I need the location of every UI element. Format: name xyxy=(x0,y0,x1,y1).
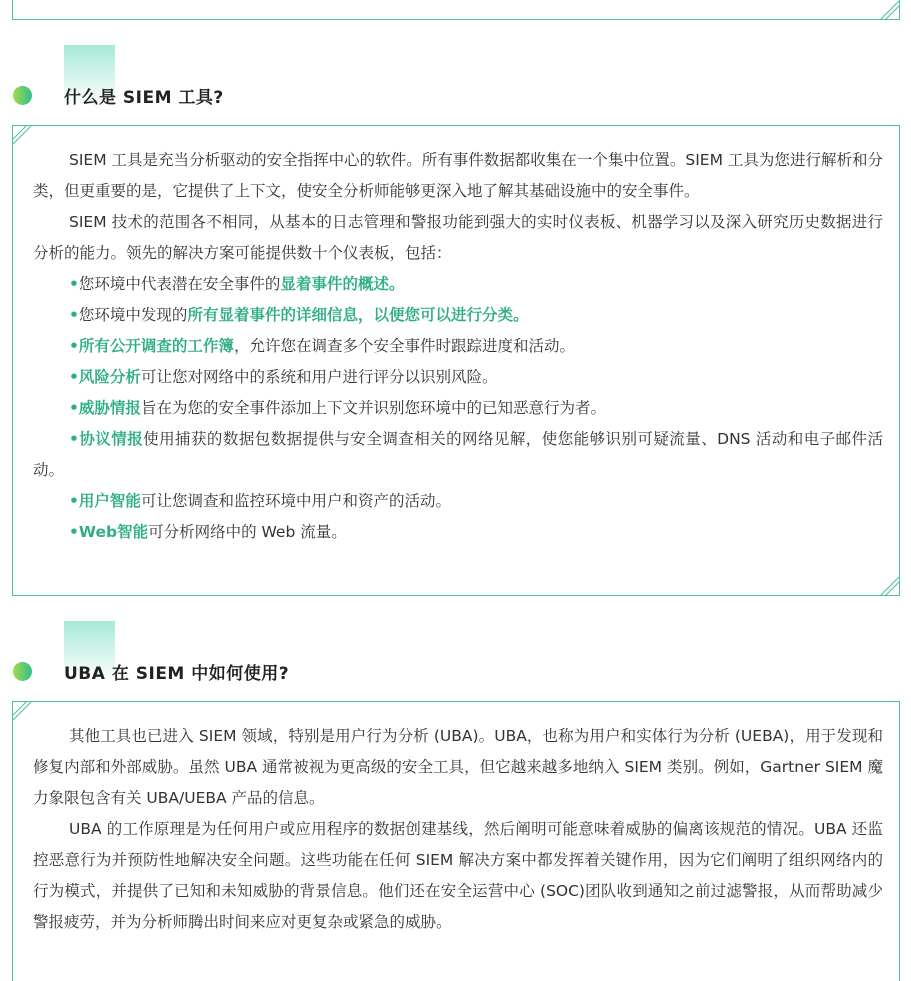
corner-decoration xyxy=(880,576,900,596)
list-item: •所有公开调查的工作簿，允许您在调查多个安全事件时跟踪进度和活动。 xyxy=(69,337,575,355)
section-title: UBA 在 SIEM 中如何使用? xyxy=(64,664,290,684)
bullet-dot-icon xyxy=(13,86,32,105)
list-item: •用户智能可让您调查和监控环境中用户和资产的活动。 xyxy=(69,492,451,510)
section-header xyxy=(0,45,911,107)
paragraph: 其他工具也已进入 SIEM 领域，特别是用户行为分析 (UBA)。UBA，也称为用户和实体行为分析 (UEBA)，用于发现和修复内部和外部威胁。虽然 UBA 通常被视为更高级的安全工具，但它越来越多地纳入 SIEM 类别。例如，Gartner SIEM 魔力象限包含有关 UBA/UEBA 产品的信息。 xyxy=(33,727,883,807)
list-item: •风险分析可让您对网络中的系统和用户进行评分以识别风险。 xyxy=(69,368,498,386)
paragraph: SIEM 技术的范围各不相同，从基本的日志管理和警报功能到强大的实时仪表板、机器学习以及深入研究历史数据进行分析的能力。领先的解决方案可能提供数十个仪表板，包括： xyxy=(33,213,883,262)
corner-decoration xyxy=(12,125,32,145)
section-title: 什么是 SIEM 工具? xyxy=(64,88,224,108)
section-body xyxy=(33,721,883,938)
list-item: •威胁情报旨在为您的安全事件添加上下文并识别您环境中的已知恶意行为者。 xyxy=(69,399,606,417)
list-item: •协议情报使用捕获的数据包数据提供与安全调查相关的网络见解，使您能够识别可疑流量、DNS 活动和电子邮件活动。 xyxy=(33,430,883,479)
previous-section-box xyxy=(12,0,900,20)
paragraph: SIEM 工具是充当分析驱动的安全指挥中心的软件。所有事件数据都收集在一个集中位置。SIEM 工具为您进行解析和分类，但更重要的是，它提供了上下文，使安全分析师能够更深入地了解其基础设施中的安全事件。 xyxy=(33,151,883,200)
feature-list xyxy=(33,269,883,548)
bullet-dot-icon xyxy=(13,662,32,681)
list-item: •您环境中代表潜在安全事件的显着事件的概述。 xyxy=(69,275,405,293)
paragraph: UBA 的工作原理是为任何用户或应用程序的数据创建基线，然后阐明可能意味着威胁的偏离该规范的情况。UBA 还监控恶意行为并预防性地解决安全问题。这些功能在任何 SIEM 解决方案中都发挥着关键作用，因为它们阐明了组织网络内的行为模式，并提供了已知和未知威胁的背景信息。他们还在安全运营中心 (SOC)团队收到通知之前过滤警报，从而帮助减少警报疲劳，并为分析师腾出时间来应对更复杂或紧急的威胁。 xyxy=(33,820,883,931)
corner-decoration xyxy=(880,0,900,20)
corner-decoration xyxy=(12,701,32,721)
list-item: •Web智能可分析网络中的 Web 流量。 xyxy=(69,523,347,541)
section-body xyxy=(33,145,883,548)
section-header xyxy=(0,621,911,683)
list-item: •您环境中发现的所有显着事件的详细信息，以便您可以进行分类。 xyxy=(69,306,529,324)
